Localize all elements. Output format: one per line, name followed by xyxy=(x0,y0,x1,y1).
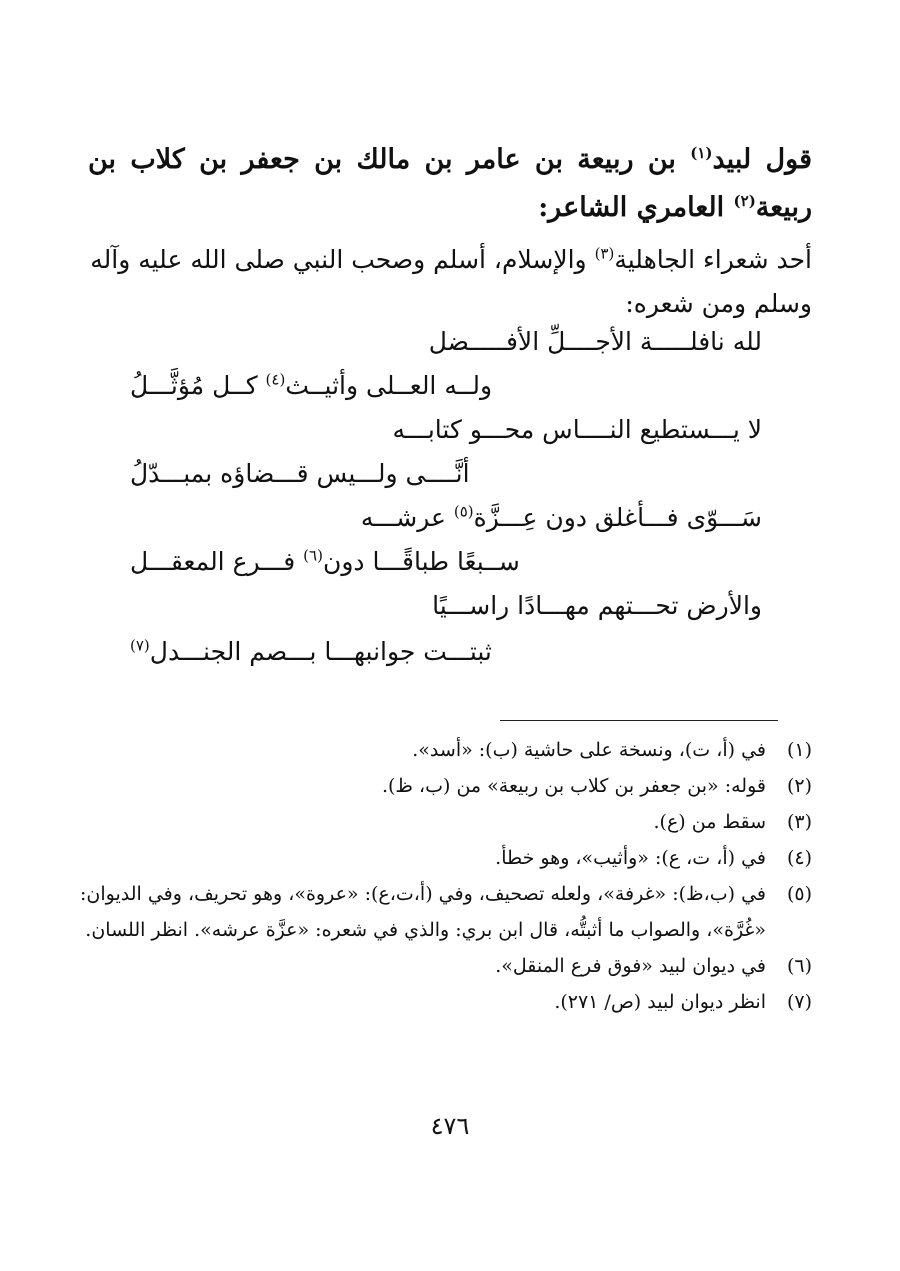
footnote xyxy=(80,948,812,984)
footnote-number: (٧) xyxy=(786,991,812,1013)
poem-line-4 xyxy=(130,454,470,494)
page-number: ٤٧٦ xyxy=(430,1112,470,1140)
footnote-text: في (أ، ت)، ونسخة على حاشية (ب): «أسد». xyxy=(412,739,766,761)
verse-text: لله نافلـــــة الأجــــلِّ الأفـــــضل xyxy=(428,327,762,356)
footnote-ref-5[interactable]: (٥) xyxy=(453,502,474,521)
heading-text-2: بن ربيعة بن عامر بن مالك بن جعفر بن كلاب بن ربيعة xyxy=(78,144,812,223)
verse-text: فـــرع المعقـــل xyxy=(130,547,304,576)
footnote-ref-4[interactable]: (٤) xyxy=(265,370,286,389)
verse-text: والأرض تحـــتهم مهـــادًا راســـيًا xyxy=(432,591,762,620)
verse-text: عرشـــه xyxy=(360,503,454,532)
footnote-number: (٢) xyxy=(786,775,812,797)
verse-text: ســبعًا طباقًـــا دون xyxy=(322,547,520,576)
footnote-number: (١) xyxy=(786,739,812,761)
footnote-ref-6[interactable]: (٦) xyxy=(303,546,323,565)
footnote-text: انظر ديوان لبيد (ص/ ٢٧١). xyxy=(554,991,766,1013)
poem-line-7 xyxy=(432,586,762,626)
footnote-number: (٥) xyxy=(786,883,812,905)
poem-line-1 xyxy=(429,322,762,362)
footnote-text: قوله: «بن جعفر بن كلاب بن ربيعة» من (ب، ظ). xyxy=(381,775,766,797)
verse-text: لا يـــستطيع النــــاس محـــو كتابـــه xyxy=(392,415,762,444)
footnote xyxy=(80,732,812,768)
poem-line-6 xyxy=(130,542,520,582)
footnote-number: (٣) xyxy=(786,811,812,833)
intro-text-2: والإسلام، أسلم وصحب النبي صلى الله عليه وآله وسلم ومن شعره: xyxy=(82,245,812,318)
footnote-ref-1[interactable]: (١) xyxy=(690,144,713,162)
footnote-ref-3[interactable]: (٣) xyxy=(594,244,615,263)
intro-paragraph xyxy=(82,238,812,326)
footnote xyxy=(80,804,812,840)
heading-text-3: العامري الشاعر: xyxy=(538,192,734,223)
footnote-ref-2[interactable]: (٢) xyxy=(733,192,756,210)
footnote xyxy=(80,768,812,804)
footnote-text: في ديوان لبيد «فوق فرع المنقل». xyxy=(495,955,766,977)
footnote-separator xyxy=(500,720,778,721)
poem-line-3 xyxy=(392,410,762,450)
footnote-text: سقط من (ع). xyxy=(653,811,766,833)
footnotes xyxy=(80,732,812,1020)
footnote-number: (٤) xyxy=(786,847,812,869)
verse-text: أنَّــــى ولـــيس قـــضاؤه بمبـــدّلُ xyxy=(130,459,470,488)
heading-text-1: قول لبيد xyxy=(712,144,812,175)
section-heading xyxy=(78,136,812,232)
footnote-ref-7[interactable]: (٧) xyxy=(130,636,150,655)
footnote-text: في (أ، ت، ع): «وأثيب»، وهو خطأ. xyxy=(495,847,766,869)
footnote-text: في (ب،ظ): «غرفة»، ولعله تصحيف، وفي (أ،ت،ع): «عروة»، وهو تحريف، وفي الديوان: «غُرَّة»، والصواب ما أثبتُّه، قال ابن بري: والذي في شعره: «عزَّة عرشه». انظر اللسان. xyxy=(80,883,766,941)
poem-line-8 xyxy=(130,632,492,672)
verse-text: ثبتـــت جوانبهـــا بـــصم الجنـــدل xyxy=(149,637,492,666)
footnote xyxy=(80,984,812,1020)
verse-text: كــل مُؤثَّـــلُ xyxy=(130,371,266,400)
footnote-number: (٦) xyxy=(786,955,812,977)
poem-line-5 xyxy=(361,498,762,538)
verse-text: سَـــوّى فـــأغلق دون عِـــزَّة xyxy=(473,503,762,532)
footnote xyxy=(80,876,812,948)
verse-text: ولــه العــلى وأثيــث xyxy=(285,371,493,400)
poem-line-2 xyxy=(130,366,492,406)
intro-text-1: أحد شعراء الجاهلية xyxy=(614,245,812,274)
footnote xyxy=(80,840,812,876)
